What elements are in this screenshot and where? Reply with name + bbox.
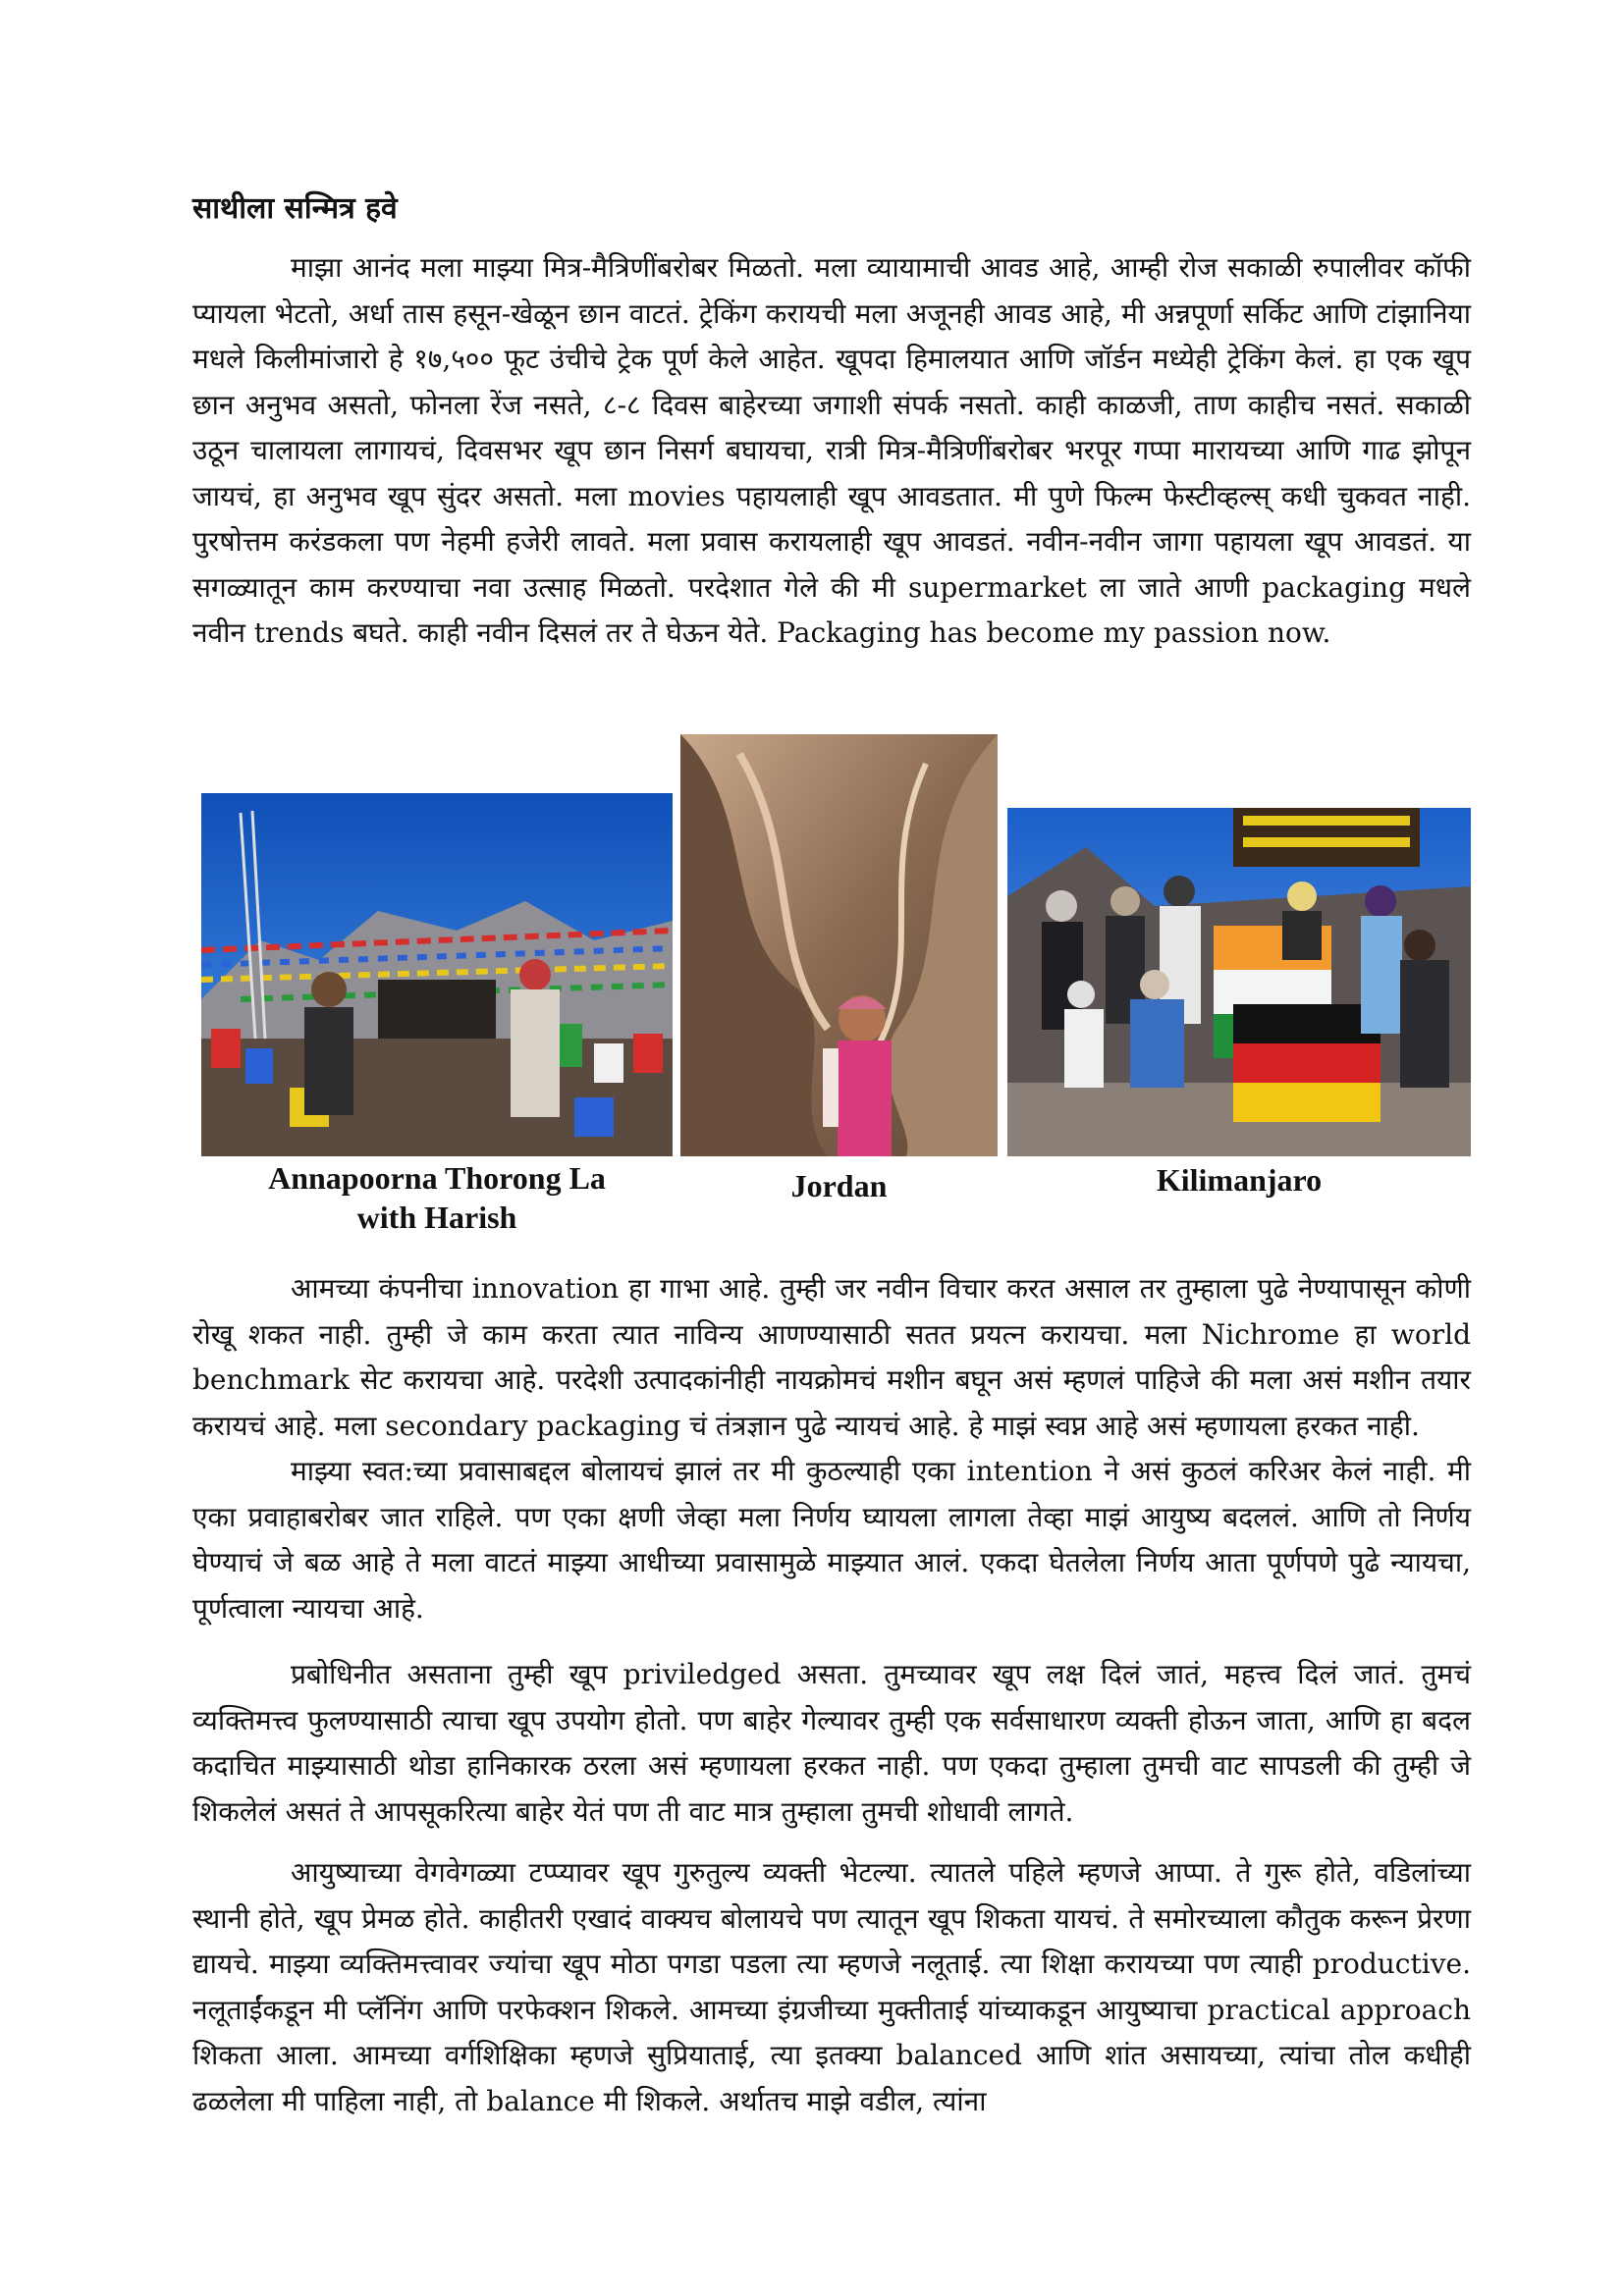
caption-kilimanjaro-line1: Kilimanjaro <box>1156 1162 1323 1198</box>
caption-kilimanjaro <box>1007 1160 1471 1200</box>
caption-jordan-line1: Jordan <box>790 1168 888 1203</box>
photo-jordan-image <box>680 734 998 1156</box>
photo-annapoorna <box>201 793 673 1156</box>
paragraph-journey: माझ्या स्वत:च्या प्रवासाबद्दल बोलायचं झालं तर मी कुठल्याही एका intention ने असं कुठलं करिअर केलं नाही. मी एका प्रवाहाबरोबर जात राहिले. पण एका क्षणी जेव्हा मला निर्णय घ्यायला लागला तेव्हा माझं आयुष्य बदललं. आणि तो निर्णय घेण्याचं जे बळ आहे ते मला वाटतं माझ्या आधीच्या प्रवासामुळे माझ्यात आलं. एकदा घेतलेला निर्णय आता पूर्णपणे पुढे न्यायचा, पूर्णत्वाला न्यायचा आहे. <box>192 1455 1471 1625</box>
photo-kilimanjaro-image <box>1007 808 1471 1156</box>
paragraph-innovation: आमच्या कंपनीचा innovation हा गाभा आहे. तुम्ही जर नवीन विचार करत असाल तर तुम्हाला पुढे नेण्यापासून कोणी रोखू शकत नाही. तुम्ही जे काम करता त्यात नाविन्य आणण्यासाठी सतत प्रयत्न करायचा. मला Nichrome हा world benchmark सेट करायचा आहे. परदेशी उत्पादकांनीही नायक्रोमचं मशीन बघून असं म्हणलं पाहिजे की मला असं मशीन तयार करायचं आहे. मला secondary packaging चं तंत्रज्ञान पुढे न्यायचं आहे. हे माझं स्वप्न आहे असं म्हणायला हरकत नाही. <box>192 1272 1471 1442</box>
photo-jordan <box>680 734 998 1156</box>
photo-annapoorna-image <box>201 793 673 1156</box>
paragraph-hobbies: माझा आनंद मला माझ्या मित्र-मैत्रिणींबरोबर मिळतो. मला व्यायामाची आवड आहे, आम्ही रोज सकाळी रुपालीवर कॉफी प्यायला भेटतो, अर्धा तास हसून-खेळून छान वाटतं. ट्रेकिंग करायची मला अजूनही आवड आहे, मी अन्नपूर्णा सर्किट आणि टांझानिया मधले किलीमांजारो हे १७,५०० फूट उंचीचे ट्रेक पूर्ण केले आहेत. खूपदा हिमालयात आणि जॉर्डन मध्येही ट्रेकिंग केलं. हा एक खूप छान अनुभव असतो, फोनला रेंज नसते, ८-८ दिवस बाहेरच्या जगाशी संपर्क नसतो. काही काळजी, ताण काहीच नसतं. सकाळी उठून चालायला लागायचं, दिवसभर खूप छान निसर्ग बघायचा, रात्री मित्र-मैत्रिणींबरोबर भरपूर गप्पा मारायच्या आणि गाढ झोपून जायचं, हा अनुभव खूप सुंदर असतो. मला movies पहायलाही खूप आवडतात. मी पुणे फिल्म फेस्टीव्हल्स् कधी चुकवत नाही. पुरषोत्तम करंडकला पण नेहमी हजेरी लावते. मला प्रवास करायलाही खूप आवडतं. नवीन-नवीन जागा पहायला खूप आवडतं. या सगळ्यातून काम करण्याचा नवा उत्साह मिळतो. परदेशात गेले की मी supermarket ला जाते आणी packaging मधले नवीन trends बघते. काही नवीन दिसलं तर ते घेऊन येते. Packaging has become my passion now. <box>192 251 1471 649</box>
paragraph-prabodhini: प्रबोधिनीत असताना तुम्ही खूप priviledged असता. तुमच्यावर खूप लक्ष दिलं जातं, महत्त्व दिलं जातं. तुमचं व्यक्तिमत्त्व फुलण्यासाठी त्याचा खूप उपयोग होतो. पण बाहेर गेल्यावर तुम्ही एक सर्वसाधारण व्यक्ती होऊन जाता, आणि हा बदल कदाचित माझ्यासाठी थोडा हानिकारक ठरला असं म्हणायला हरकत नाही. पण एकदा तुम्हाला तुमची वाट सापडली की तुम्ही जे शिकलेलं असतं ते आपसूकरित्या बाहेर येतं पण ती वाट मात्र तुम्हाला तुमची शोधावी लागते. <box>192 1658 1471 1828</box>
caption-annapoorna-line2: with Harish <box>356 1200 517 1235</box>
section-heading: साथीला सन्मित्र हवे <box>192 191 398 226</box>
caption-jordan <box>680 1166 998 1205</box>
caption-annapoorna-line1: Annapoorna Thorong La <box>268 1160 606 1196</box>
caption-annapoorna <box>201 1158 673 1237</box>
paragraph-mentors: आयुष्याच्या वेगवेगळ्या टप्प्यावर खूप गुरुतुल्य व्यक्ती भेटल्या. त्यातले पहिले म्हणजे आप्पा. ते गुरू होते, वडिलांच्या स्थानी होते, खूप प्रेमळ होते. काहीतरी एखादं वाक्यच बोलायचे पण त्यातून खूप शिकता यायचं. ते समोरच्याला कौतुक करून प्रेरणा द्यायचे. माझ्या व्यक्तिमत्त्वावर ज्यांचा खूप मोठा पगडा पडला त्या म्हणजे नलूताई. त्या शिक्षा करायच्या पण त्याही productive. नलूताईंकडून मी प्लॅनिंग आणि परफेक्शन शिकले. आमच्या इंग्रजीच्या मुक्तीताई यांच्याकडून आयुष्याचा practical approach शिकता आला. आमच्या वर्गशिक्षिका म्हणजे सुप्रियाताई, त्या इतक्या balanced आणि शांत असायच्या, त्यांचा तोल कधीही ढळलेला मी पाहिला नाही, तो balance मी शिकले. अर्थातच माझे वडील, त्यांना <box>192 1856 1471 2117</box>
photo-kilimanjaro <box>1007 808 1471 1156</box>
